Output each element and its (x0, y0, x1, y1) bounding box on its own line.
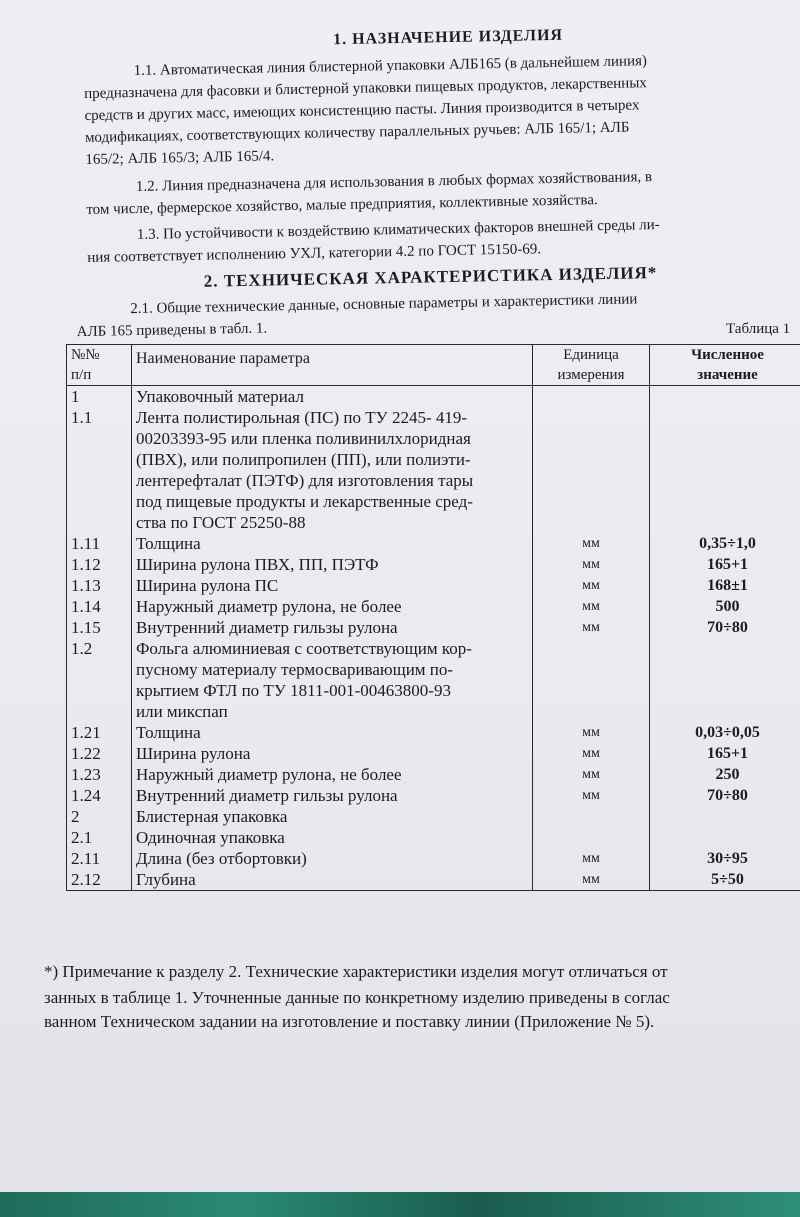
table-row (67, 806, 800, 827)
table-row (67, 407, 800, 428)
row-name: Ширина рулона ПВХ, ПП, ПЭТФ (132, 554, 533, 575)
row-unit: мм (533, 617, 650, 638)
row-value: 0,35÷1,0 (650, 533, 800, 554)
s1-p1-line1: 1.1. Автоматическая линия блистерной упаковки АЛБ165 (в дальнейшем линия) (133, 53, 648, 80)
table-row (67, 659, 800, 680)
row-num (67, 470, 132, 491)
footnote-line3: ванном Техническом задании на изготовление и поставку линии (Приложение № 5). (44, 1012, 655, 1031)
row-value (650, 680, 800, 701)
table-row (67, 617, 800, 638)
row-value (650, 701, 800, 722)
row-num (67, 512, 132, 533)
row-name: Наружный диаметр рулона, не более (132, 764, 533, 785)
s1-p2-line1: 1.2. Линия предназначена для использования в любых формах хозяйствования, в (135, 169, 653, 196)
table-row (67, 848, 800, 869)
row-unit (533, 491, 650, 512)
row-value: 500 (650, 596, 800, 617)
header-value (650, 345, 800, 386)
table-row (67, 869, 800, 891)
header-name: Наименование параметра (132, 345, 533, 386)
row-name: Лента полистирольная (ПС) по ТУ 2245- 419- (132, 407, 533, 428)
row-name: Упаковочный материал (132, 386, 533, 408)
row-unit: мм (533, 764, 650, 785)
row-name: Блистерная упаковка (132, 806, 533, 827)
header-value-line1: Численное (691, 347, 764, 363)
table-row (67, 554, 800, 575)
footnote-line2: занных в таблице 1. Уточненные данные по конкретному изделию приведены в соглас (44, 988, 670, 1007)
row-unit (533, 449, 650, 470)
s1-p1-line4: модификациях, соответствующих количеству параллельных ручьев: АЛБ 165/1; АЛБ (84, 119, 630, 146)
row-num: 1.15 (67, 617, 132, 638)
table-row (67, 680, 800, 701)
row-unit: мм (533, 722, 650, 743)
row-num (67, 449, 132, 470)
row-value (650, 827, 800, 848)
table-row (67, 512, 800, 533)
table-row (67, 575, 800, 596)
row-num (67, 701, 132, 722)
row-name: Толщина (132, 533, 533, 554)
row-unit (533, 407, 650, 428)
row-value: 70÷80 (650, 785, 800, 806)
row-num: 1 (67, 386, 132, 408)
row-num: 1.23 (67, 764, 132, 785)
header-unit-line1: Единица (563, 347, 619, 363)
row-num: 1.24 (67, 785, 132, 806)
row-num (67, 659, 132, 680)
table-row (67, 827, 800, 848)
row-unit: мм (533, 785, 650, 806)
row-name: Внутренний диаметр гильзы рулона (132, 785, 533, 806)
row-value: 70÷80 (650, 617, 800, 638)
s2-p1-line2: АЛБ 165 приведены в табл. 1. (76, 320, 268, 341)
table-row (67, 491, 800, 512)
table-row (67, 470, 800, 491)
table-row (67, 428, 800, 449)
table-body (67, 386, 800, 891)
row-value (650, 449, 800, 470)
row-name: Фольга алюминиевая с соответствующим кор- (132, 638, 533, 659)
row-num: 2.1 (67, 827, 132, 848)
row-num (67, 491, 132, 512)
row-unit: мм (533, 554, 650, 575)
row-unit: мм (533, 575, 650, 596)
row-num (67, 680, 132, 701)
row-value: 250 (650, 764, 800, 785)
row-name: Наружный диаметр рулона, не более (132, 596, 533, 617)
background-surface (0, 1192, 800, 1217)
row-name: Длина (без отбортовки) (132, 848, 533, 869)
row-unit: мм (533, 533, 650, 554)
table-row (67, 596, 800, 617)
row-name: Одиночная упаковка (132, 827, 533, 848)
footnote-line1: *) Примечание к разделу 2. Технические характеристики изделия могут отличаться от (44, 962, 668, 981)
section2-title: 2. ТЕХНИЧЕСКАЯ ХАРАКТЕРИСТИКА ИЗДЕЛИЯ* (203, 263, 658, 291)
row-value (650, 428, 800, 449)
row-value (650, 491, 800, 512)
table-row (67, 764, 800, 785)
row-value (650, 512, 800, 533)
row-value: 165+1 (650, 554, 800, 575)
row-unit (533, 428, 650, 449)
row-num: 1.22 (67, 743, 132, 764)
row-unit: мм (533, 848, 650, 869)
row-value: 30÷95 (650, 848, 800, 869)
table-row (67, 386, 800, 408)
s1-p1-line5: 165/2; АЛБ 165/3; АЛБ 165/4. (85, 148, 275, 168)
row-value: 168±1 (650, 575, 800, 596)
row-unit (533, 386, 650, 408)
header-num-line1: №№ (71, 347, 100, 363)
row-unit (533, 470, 650, 491)
row-value: 5÷50 (650, 869, 800, 891)
row-name: пусному материалу термосваривающим по- (132, 659, 533, 680)
row-name: Толщина (132, 722, 533, 743)
row-unit (533, 638, 650, 659)
row-num: 1.12 (67, 554, 132, 575)
row-value (650, 806, 800, 827)
table-row (67, 743, 800, 764)
table-row (67, 449, 800, 470)
row-name: ства по ГОСТ 25250-88 (132, 512, 533, 533)
row-unit: мм (533, 869, 650, 891)
row-unit (533, 827, 650, 848)
row-unit (533, 659, 650, 680)
row-value (650, 638, 800, 659)
row-num: 2 (67, 806, 132, 827)
row-num: 1.1 (67, 407, 132, 428)
row-value: 165+1 (650, 743, 800, 764)
row-unit: мм (533, 743, 650, 764)
s1-p1-line2: предназначена для фасовки и блистерной упаковки пищевых продуктов, лекарственных (83, 75, 647, 102)
row-name: Ширина рулона ПС (132, 575, 533, 596)
row-num: 1.11 (67, 533, 132, 554)
table-header-row (67, 345, 800, 386)
row-name: 00203393-95 или пленка поливинилхлоридная (132, 428, 533, 449)
table-row (67, 701, 800, 722)
row-value (650, 659, 800, 680)
row-value (650, 407, 800, 428)
table-row (67, 533, 800, 554)
row-name: Ширина рулона (132, 743, 533, 764)
header-num (67, 345, 132, 386)
table-label: Таблица 1 (726, 321, 791, 337)
table-row (67, 638, 800, 659)
row-num: 1.13 (67, 575, 132, 596)
row-name: Внутренний диаметр гильзы рулона (132, 617, 533, 638)
header-unit (533, 345, 650, 386)
row-unit (533, 512, 650, 533)
header-value-line2: значение (697, 367, 758, 383)
s1-p3-line2: ния соответствует исполнению УХЛ, категории 4.2 по ГОСТ 15150-69. (87, 241, 542, 266)
row-unit (533, 701, 650, 722)
row-name: лентерефталат (ПЭТФ) для изготовления тары (132, 470, 533, 491)
row-num: 1.14 (67, 596, 132, 617)
row-num: 2.12 (67, 869, 132, 891)
table-row (67, 785, 800, 806)
row-name: Глубина (132, 869, 533, 891)
row-num: 1.21 (67, 722, 132, 743)
row-num: 1.2 (67, 638, 132, 659)
row-num: 2.11 (67, 848, 132, 869)
row-num (67, 428, 132, 449)
s1-p2-line2: том числе, фермерское хозяйство, малые предприятия, коллективные хозяйства. (86, 192, 598, 218)
table-row (67, 722, 800, 743)
s2-p1-line1: 2.1. Общие технические данные, основные параметры и характеристики линии (130, 291, 638, 318)
row-name: или микспап (132, 701, 533, 722)
row-name: крытием ФТЛ по ТУ 1811-001-00463800-93 (132, 680, 533, 701)
row-value (650, 470, 800, 491)
row-unit (533, 680, 650, 701)
row-value: 0,03÷0,05 (650, 722, 800, 743)
row-value (650, 386, 800, 408)
section1-title: 1. НАЗНАЧЕНИЕ ИЗДЕЛИЯ (332, 26, 564, 49)
header-num-line2: п/п (71, 367, 92, 383)
row-unit: мм (533, 596, 650, 617)
spec-table (66, 344, 800, 891)
header-unit-line2: измерения (557, 367, 625, 383)
row-unit (533, 806, 650, 827)
s1-p3-line1: 1.3. По устойчивости к воздействию климатических факторов внешней среды ли- (136, 216, 660, 244)
s1-p1-line3: средств и других масс, имеющих консистенцию пасты. Линия производится в четырех (84, 97, 640, 124)
row-name: под пищевые продукты и лекарственные сред- (132, 491, 533, 512)
row-name: (ПВХ), или полипропилен (ПП), или полиэти- (132, 449, 533, 470)
